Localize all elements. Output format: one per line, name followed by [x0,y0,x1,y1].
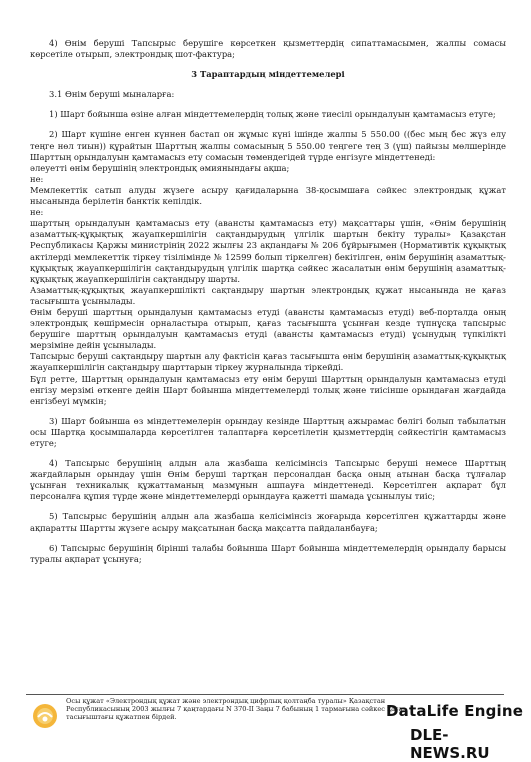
paragraph-or-1: не: [30,173,44,184]
paragraph-4: 4) Тапсырыс берушінің алдын ала жазбаша келісімінсіз Тапсырыс беруші немесе Шарттың жағдайларын орындау үшін Өнім беруші тартқан персоналдан басқа оның атынан басқа тұлғалар ұсынған техникалық құжаттаманың мазмұнын ашпауға міндеттенеді. Көрсетілген ақпарат бұл персоналға құпия түрде және міндеттемелерді орындауға қажетті шамада ұсынылуы тиіс; [30,458,506,502]
paragraph-3-1: 3.1 Өнім беруші мыналарға: [49,89,175,100]
page-footer [26,694,526,762]
paragraph-2g: Бұл ретте, Шарттың орындалуын қамтамасыз ету өнім беруші Шарттың орындалуын қамтамасыз етуді енгізу мерзімі өткенге дейін Шарт бойынша міндеттемелерді толық және тиісінше орындаған жағдайда енгізбеуі мүмкін; [30,373,506,406]
watermark-datalife: DataLife Engine [386,702,524,720]
paragraph-2: 2) Шарт күшіне енген күннен бастап он жұмыс күні ішінде жалпы 5 550.00 ((бес мың бес жүз елу теңге нөл тиын)) құрайтын Шарттың жалпы сомасының 5 550.00 теңгеге тең 3 (үш) пайызы мөлшерінде Шарттың орындалуын қамтамасыз ету сомасын төмендегідей түрде енгізуге міндеттенеді: [30,129,506,162]
paragraph-2c: шарттың орындалуын қамтамасыз ету (аванcты қамтамасыз ету) мақсаттары үшін, «Өнім берушінің азаматтық-құқықтық жауапкершілігін сақтандырудың үлгілік шартын бекіту туралы» Қазақстан Республикасы Қаржы министрінің 2022 жылғы 23 ақпандағы № 206 бұйрығымен (Нормативтік құқықтық актілерді мемлекеттік тіркеу тізілімінде № 12599 болып тіркелген) бекітілген, өнім берушінің азаматтық-құқықтық жауапкершілігін сақтандырудың үлгілік шартқа сәйкес жасалатын өнім берушінің азаматтық-құқықтық жауапкершілігін сақтандыру шарты. [30,218,506,284]
paragraph-2f: Тапсырыс беруші сақтандыру шартын алу фактісін қағаз тасығышта өнім берушінің азаматтық-құқықтық жауапкершілігін сақтандыру шарттарын тіркеу журналында тіркейді. [30,351,506,373]
paragraph-2a: әлеуетті өнім берушінің электрондық әмиянындағы ақша; [30,162,290,173]
footer-divider [26,694,504,695]
document-body [30,38,506,565]
section-title: 3 Тараптардың міндеттемелері [191,69,345,80]
paragraph-2e: Өнім беруші шарттың орындалуын қамтамасыз етуді (аванcты қамтамасыз етуді) веб-порталда оның электрондық көшірмесін орналастыра отырып, қағаз тасығышта ұсынған кезде түпнұсқа тапсырыс берушіге шарттың орындалуын қамтамасыз етуді (аванcты қамтамасыз етуді) ұсынудың түпкілікті мерзіміне дейін ұсынылады. [30,306,506,351]
footer-legal-text: Осы құжат «Электрондық құжат және электрондық цифрлық қолтаңба туралы» Қазақстан Республикасының 2003 жылғы 7 қаңтардағы N 370-II Заңы 7 бабының 1 тармағына сәйкес қағаз тасығыштағы құжатпен бірдей. [66,697,406,722]
paragraph-3: 3) Шарт бойынша өз міндеттемелерін орындау кезінде Шарттың ажырамас бөлігі болып табылатын осы Шартқа қосымшаларда көрсетілген талаптарға көрсетілетін қызметтердің сәйкестігін қамтамасыз етуге; [30,415,506,448]
egov-logo-icon [32,703,58,729]
paragraph-5: 5) Тапсырыс берушінің алдын ала жазбаша келісімінсіз жоғарыда көрсетілген құжаттарды және ақпаратты Шартты жүзеге асыру мақсатынан басқа мақсатта пайдаланбауға; [30,511,506,533]
paragraph-or-2: не: [30,207,44,218]
paragraph-6: 6) Тапсырыс берушінің бірінші талабы бойынша Шарт бойынша міндеттемелердің орындалу барысы туралы ақпарат ұсынуға; [30,542,506,564]
paragraph-2b: Мемлекеттік сатып алуды жүзеге асыру қағидаларына 38-қосымшаға сәйкес электрондық құжат нысанында берілетін банктік кепілдік. [30,184,506,207]
paragraph-intro: 4) Өнім беруші Тапсырыс берушіге көрсеткен қызметтердің сипаттамасымен, жалпы сомасы көрсетіле отырып, электрондық шот-фактура; [30,38,506,60]
paragraph-2d: Азаматтық-құқықтық жауапкершілікті сақтандыру шартын электрондық құжат нысанында не қағаз тасығышта ұсынылады. [30,284,506,306]
watermark-dle-news: DLE-NEWS.RU [410,726,490,762]
paragraph-1: 1) Шарт бойынша өзіне алған міндеттемелердің толық және тиесілі орындалуын қамтамасыз етуге; [49,109,496,120]
